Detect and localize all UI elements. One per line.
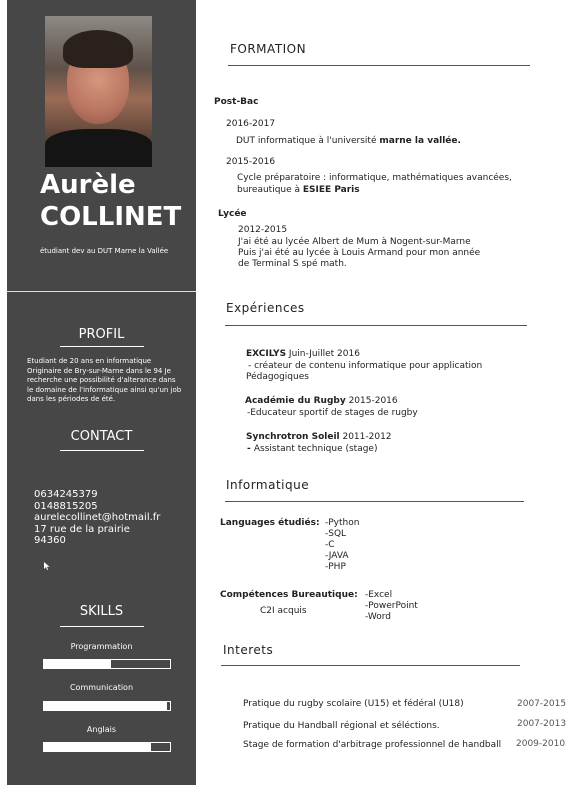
- bureautique-label: Compétences Bureautique:: [220, 590, 358, 600]
- bureautique-powerpoint: -PowerPoint: [365, 601, 418, 611]
- formation-title: FORMATION: [230, 42, 307, 56]
- informatique-rule: [225, 501, 524, 502]
- interet-1-years: 2007-2015: [517, 699, 567, 709]
- language-java: -JAVA: [325, 551, 349, 561]
- last-name: COLLINET: [40, 202, 182, 232]
- profil-text: Etudiant de 20 ans en informatique Originaire de Bry-sur-Marne dans le 94 Je recherche une possibilité d'alterance dans le domaine de l'informatique ainsi qu'un job dans les périodes de été.: [27, 357, 182, 403]
- contact-list: [34, 489, 160, 547]
- languages-label: Languages étudiés:: [220, 518, 320, 528]
- bureautique-word: -Word: [365, 612, 392, 622]
- interet-3-years: 2009-2010: [516, 739, 566, 749]
- interet-3: Stage de formation d'arbitrage professionnel de handball: [243, 740, 502, 750]
- lycee-label: Lycée: [218, 209, 247, 219]
- experience-2-header: Académie du Rugby 2015-2016: [245, 396, 398, 406]
- language-python: -Python: [325, 518, 360, 528]
- postbac-label: Post-Bac: [214, 97, 259, 107]
- first-name: Aurèle: [40, 170, 136, 200]
- profil-title: PROFIL: [78, 327, 125, 342]
- formation-desc-1: DUT informatique à l'université marne la vallée.: [236, 136, 461, 146]
- experiences-title: Expériences: [226, 301, 305, 315]
- address-postcode: 94360: [34, 535, 66, 546]
- interet-2: Pratique du Handball régional et séléctions.: [243, 721, 440, 731]
- formation-year-3: 2012-2015: [238, 225, 288, 235]
- profile-photo: [45, 16, 152, 167]
- formation-desc-3a: J'ai été au lycée Albert de Mum à Nogent-sur-Marne: [238, 237, 471, 247]
- formation-desc-3b: Puis j'ai été au lycée à Louis Armand pour mon année: [238, 248, 481, 258]
- formation-desc-2b: bureautique à ESIEE Paris: [237, 185, 360, 195]
- sidebar: [7, 0, 196, 785]
- cursor-icon: [44, 562, 50, 570]
- language-php: -PHP: [325, 562, 346, 572]
- experiences-rule: [225, 325, 527, 326]
- formation-year-1: 2016-2017: [226, 119, 276, 129]
- skills-title: SKILLS: [79, 604, 124, 619]
- formation-desc-3c: de Terminal S spé math.: [238, 259, 347, 269]
- skill-bar-programmation: [43, 659, 171, 669]
- tagline: étudiant dev au DUT Marne la Vallée: [40, 247, 169, 255]
- experience-2-desc: -Educateur sportif de stages de rugby: [247, 408, 418, 418]
- interet-2-years: 2007-2013: [517, 719, 567, 729]
- profil-rule: [60, 346, 144, 347]
- skills-rule: [60, 626, 144, 627]
- experience-3-desc: - Assistant technique (stage): [247, 444, 378, 454]
- contact-title: CONTACT: [70, 429, 133, 444]
- address-street: 17 rue de la prairie: [34, 523, 130, 535]
- skill-label-communication: Communication: [69, 683, 134, 692]
- formation-rule: [228, 65, 530, 66]
- experience-1-header: EXCILYS Juin-Juillet 2016: [246, 349, 360, 359]
- c2i-label: C2I acquis: [260, 606, 307, 616]
- formation-year-2: 2015-2016: [226, 157, 276, 167]
- bureautique-excel: -Excel: [365, 590, 393, 600]
- skill-label-programmation: Programmation: [70, 642, 133, 651]
- skill-bar-communication: [43, 701, 171, 711]
- informatique-title: Informatique: [226, 478, 310, 492]
- phone-mobile: 0634245379: [34, 489, 98, 500]
- interets-title: Interets: [223, 643, 274, 657]
- experience-3-header: Synchrotron Soleil 2011-2012: [246, 432, 392, 442]
- divider: [7, 291, 196, 292]
- skill-bar-anglais: [43, 742, 171, 752]
- language-sql: -SQL: [325, 529, 347, 539]
- email[interactable]: aurelecollinet@hotmail.fr: [34, 512, 161, 523]
- interets-rule: [221, 665, 520, 666]
- experience-1-desc-2: Pédagogiques: [246, 372, 309, 382]
- phone-home: 0148815205: [34, 500, 98, 512]
- interet-1: Pratique du rugby scolaire (U15) et fédéral (U18): [243, 699, 464, 709]
- skill-label-anglais: Anglais: [86, 725, 117, 734]
- language-c: -C: [325, 540, 335, 550]
- formation-desc-2a: Cycle préparatoire : informatique, mathématiques avancées,: [237, 173, 512, 183]
- experience-1-desc: - créateur de contenu informatique pour application: [248, 361, 483, 371]
- contact-rule: [60, 450, 144, 451]
